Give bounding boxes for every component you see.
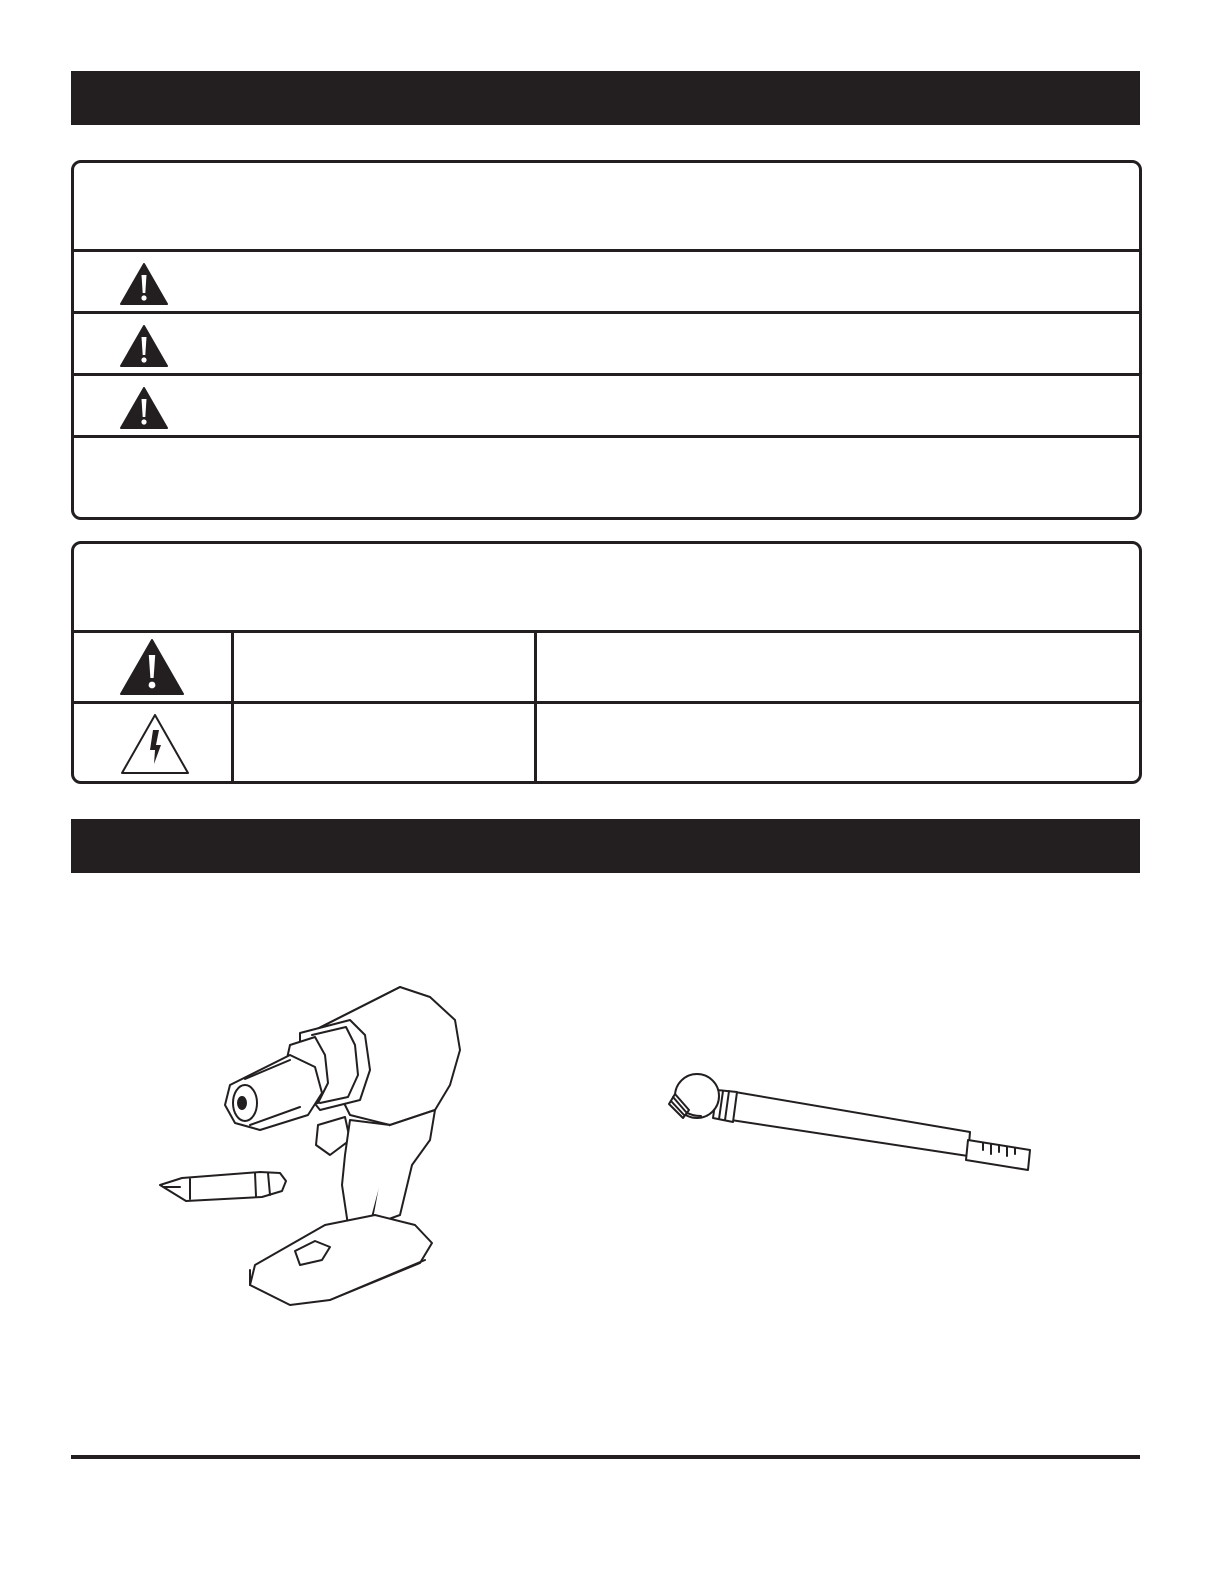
signal-words-box	[71, 160, 1142, 520]
signal-box-footer	[94, 438, 1119, 520]
signal-row	[74, 311, 1139, 373]
signal-row-text	[184, 376, 1119, 435]
signal-box-footer-row	[74, 435, 1139, 520]
safety-alert-icon	[119, 638, 185, 696]
symbols-box-header	[94, 544, 1119, 630]
warning-triangle-icon	[119, 262, 169, 306]
symbols-box	[71, 541, 1142, 784]
warning-triangle-icon	[119, 324, 169, 368]
tire-pressure-gauge-icon	[665, 1070, 1035, 1180]
signal-row	[74, 373, 1139, 435]
section-header-bottom	[71, 819, 1140, 873]
signal-row-text	[184, 252, 1119, 311]
signal-row	[74, 249, 1139, 311]
symbol-name	[234, 704, 534, 784]
warning-triangle-icon	[119, 386, 169, 430]
signal-box-header	[94, 163, 1119, 249]
signal-row-text	[184, 314, 1119, 373]
symbol-meaning	[537, 704, 1139, 784]
symbol-meaning	[537, 633, 1139, 701]
symbol-row	[74, 701, 1139, 784]
symbol-name	[234, 633, 534, 701]
section-header-top	[71, 71, 1140, 125]
electric-shock-icon	[119, 712, 191, 776]
symbol-row	[74, 630, 1139, 701]
footer-rule	[71, 1455, 1140, 1459]
drill-with-bit-icon	[150, 975, 470, 1315]
